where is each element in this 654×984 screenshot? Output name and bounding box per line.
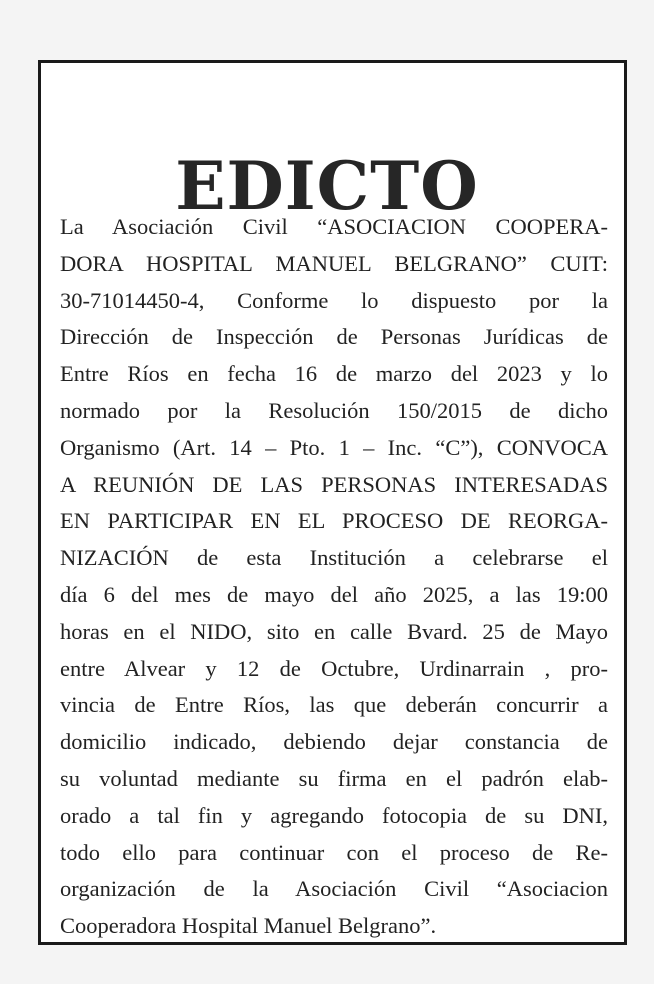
edict-line: DORA HOSPITAL MANUEL BELGRANO” CUIT:: [60, 250, 608, 276]
edict-line: 30-71014450-4, Conforme lo dispuesto por la: [60, 287, 608, 313]
edict-line: La Asociación Civil “ASOCIACION COOPERA-: [60, 214, 608, 239]
edict-line: Organismo (Art. 14 – Pto. 1 – Inc. “C”), CONVOCA: [60, 434, 608, 460]
edict-line: NIZACIÓN de esta Institución a celebrarse el: [60, 545, 608, 571]
edict-line: Dirección de Inspección de Personas Jurídicas de: [60, 324, 608, 350]
edict-line: normado por la Resolución 150/2015 de dicho: [60, 397, 608, 423]
edict-line: horas en el NIDO, sito en calle Bvard. 25 de Mayo: [60, 618, 608, 644]
edict-line: domicilio indicado, debiendo dejar constancia de: [60, 729, 608, 755]
edict-line: EN PARTICIPAR EN EL PROCESO DE REORGA-: [60, 508, 608, 534]
edict-line: día 6 del mes de mayo del año 2025, a las 19:00: [60, 581, 608, 607]
edict-line: entre Alvear y 12 de Octubre, Urdinarrain , pro-: [60, 655, 608, 681]
edict-line: A REUNIÓN DE LAS PERSONAS INTERESADAS: [60, 471, 608, 497]
edict-line: orado a tal fin y agregando fotocopia de su DNI,: [60, 802, 608, 828]
edict-line: organización de la Asociación Civil “Asociacion: [60, 876, 608, 902]
edict-line: Cooperadora Hospital Manuel Belgrano”.: [60, 913, 437, 939]
edict-line: su voluntad mediante su firma en el padrón elab-: [60, 765, 608, 791]
edict-body: [60, 209, 608, 945]
edict-line: todo ello para continuar con el proceso de Re-: [60, 839, 608, 865]
edict-line: Entre Ríos en fecha 16 de marzo del 2023 y lo: [60, 361, 608, 387]
edict-title: EDICTO: [175, 147, 479, 226]
edict-line: vincia de Entre Ríos, las que deberán concurrir a: [60, 692, 608, 718]
